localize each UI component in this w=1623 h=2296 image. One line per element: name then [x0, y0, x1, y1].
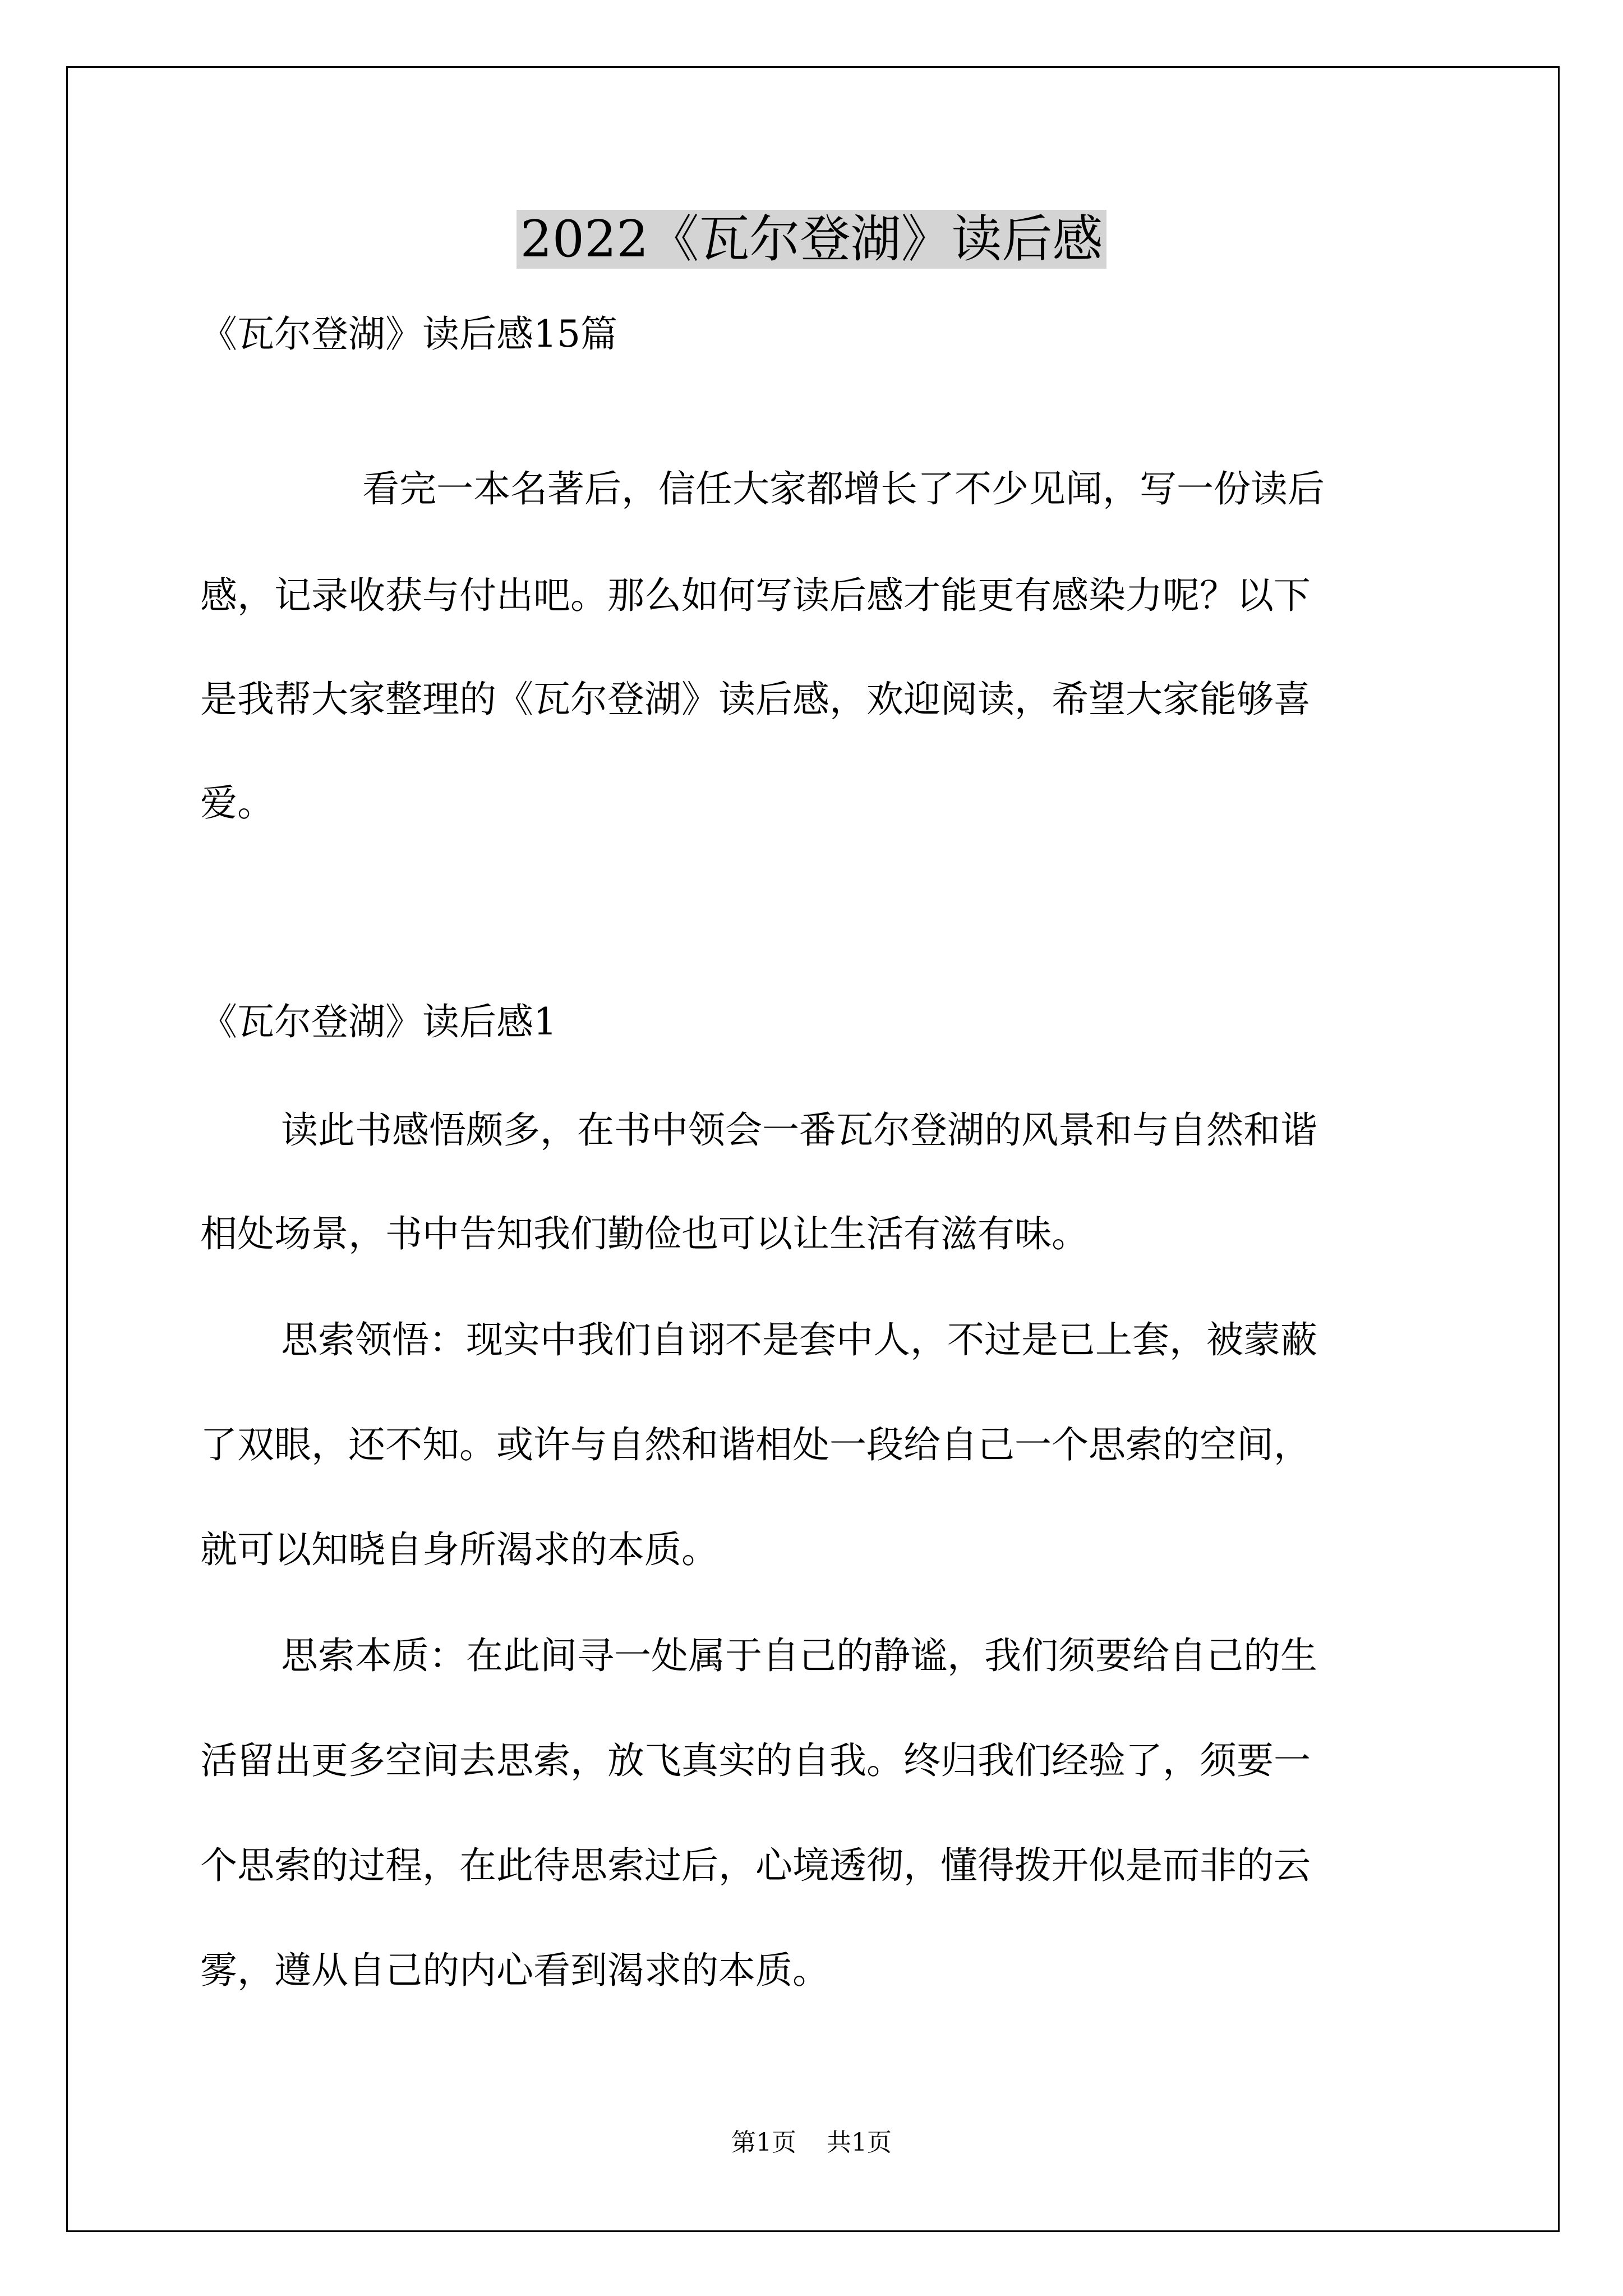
paragraph-1-line-1: 读此书感悟颇多，在书中领会一番瓦尔登湖的风景和与自然和谐: [281, 1108, 1317, 1152]
paragraph-1-line-2: 相处场景，书中告知我们勤俭也可以让生活有滋有味。: [200, 1212, 1089, 1255]
paragraph-2-line-3: 就可以知晓自身所渴求的本质。: [200, 1528, 718, 1571]
section-heading: 《瓦尔登湖》读后感1: [200, 1000, 557, 1043]
paragraph-3-line-1: 思索本质：在此间寻一处属于自己的静谧，我们须要给自己的生: [281, 1634, 1317, 1677]
document-subtitle: 《瓦尔登湖》读后感15篇: [200, 312, 617, 356]
paragraph-2-line-1: 思索领悟：现实中我们自诩不是套中人，不过是已上套，被蒙蔽: [281, 1318, 1317, 1361]
page-number: 第1页: [731, 2128, 796, 2157]
intro-line-2: 感，记录收获与付出吧。那么如何写读后感才能更有感染力呢？以下: [200, 574, 1311, 617]
paragraph-2-line-2: 了双眼，还不知。或许与自然和谐相处一段给自己一个思索的空间，: [200, 1423, 1311, 1466]
page-total: 共1页: [827, 2128, 892, 2157]
intro-line-4: 爱。: [200, 781, 274, 825]
paragraph-3-line-4: 雾，遵从自己的内心看到渴求的本质。: [200, 1949, 829, 1992]
document-title: [0, 203, 1623, 276]
document-title-text: 2022《瓦尔登湖》读后感: [517, 210, 1106, 269]
paragraph-3-line-3: 个思索的过程，在此待思索过后，心境透彻，懂得拨开似是而非的云: [200, 1844, 1311, 1887]
page-footer: [0, 2126, 1623, 2160]
intro-line-1: 看完一本名著后，信任大家都增长了不少见闻，写一份读后: [362, 467, 1325, 510]
intro-line-3: 是我帮大家整理的《瓦尔登湖》读后感，欢迎阅读，希望大家能够喜: [200, 678, 1311, 721]
paragraph-3-line-2: 活留出更多空间去思索，放飞真实的自我。终归我们经验了，须要一: [200, 1739, 1311, 1782]
